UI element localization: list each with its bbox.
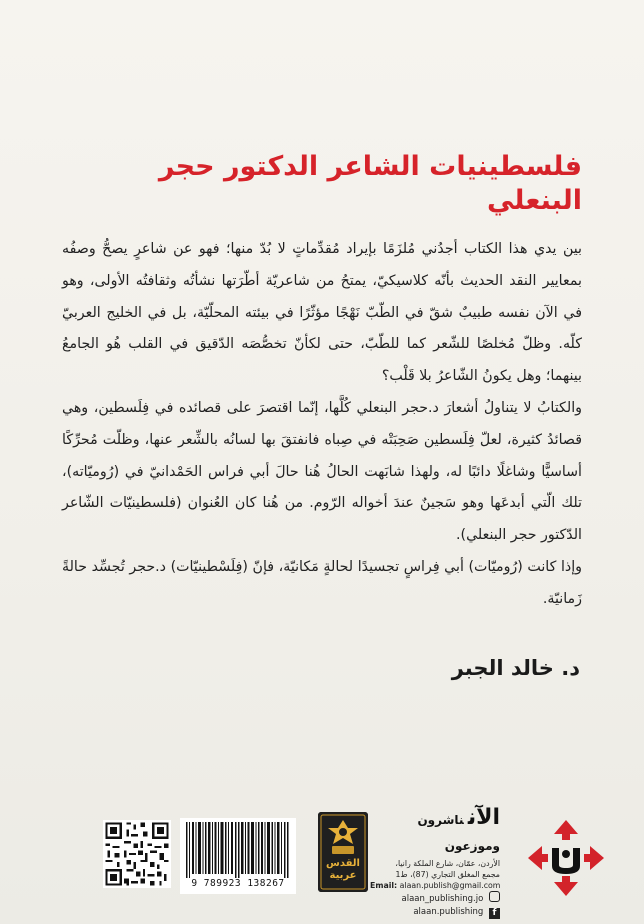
publisher-brand <box>370 806 500 858</box>
blurb-paragraph-3: وإذا كانت (رُوميّات) أبي فِراسٍ تجسيدًا لحالةٍ مَكانيّة، فإنّ (فِلَسْطينيّات) د.حجر تُجسِّد حالةً زَمانيّة. <box>62 558 582 607</box>
blurb-paragraph-1: بين يدي هذا الكتاب أجدُني مُلزَمًا بإيراد مُقدِّماتٍ لا بُدّ منها؛ فهو عن شاعرٍ يصحُّ وصفُه بمعايير النقد الحديث بأنّه كلاسيكيّ، يمتحُ من شاعريّة أطّرَتها نشأتُه وثقافتُه الأولى، وهو في الآن نفسه طبيبٌ شقّ في الطّبّ نَهْجًا مؤثّرًا في بيئته المحلّيّة، بل في الخليج العربيّ كلّه. وظلّ مُخلصًا للشّعر كما للطّبّ، حتى لكأنّ تخصُّصَه الدّقيق في القلب هُو الجامعُ بينهما؛ وهل يكونُ الشّاعرُ بلا قَلْب؟ <box>62 241 582 385</box>
publisher-email <box>370 880 500 891</box>
quds-arabia-label: القدس عربية <box>326 858 360 881</box>
publisher-name: الآن <box>467 805 500 830</box>
publisher-logo-icon <box>526 818 606 898</box>
email-label: Email: <box>370 881 398 890</box>
author-signature: د. خالد الجبر <box>451 656 580 680</box>
publisher-instagram <box>370 891 500 906</box>
blurb <box>62 234 582 616</box>
book-title: فلسطينيات الشاعر الدكتور حجر البنعلي <box>158 151 582 216</box>
qr-code-icon <box>103 820 171 888</box>
isbn-number: 9 789923 138267 <box>180 878 296 889</box>
facebook-icon: f <box>489 908 500 919</box>
publisher-address-line-1: الأردن، عمّان، شارع الملكة رانيا، <box>395 859 500 868</box>
blurb-paragraph-2: والكتابُ لا يتناولُ أشعارَ د.حجر البنعلي كُلَّها، إنّما اقتصرَ على قصائده في فِلَسطين، وهي قصائدُ كثيرة، لعلّ فِلَسطين صَحِبَتْه في صِباه فانفتقَ بها لسانُه بالشِّعر عنها، وظلّت مُحرِّكًا أساسيًّا وشاغلًا دائبًا له، ولهذا شابَهت الحالُ هُنا حالَ أبي فراس الحَمْدانيّ في (رُوميّاته)، تلك الّتي أبدعَها وهو سَجينٌ عندَ أخواله الرّوم. من هُنا كان العُنوان (فلسطينيّات الشّاعر الدّكتور حجر البنعلي). <box>62 399 582 544</box>
instagram-icon <box>489 891 500 902</box>
publisher-info <box>370 806 500 919</box>
publisher-address-line-2: مجمع المغلق التجاري (87)، ط1 <box>395 870 500 879</box>
email-value: alaan.publish@gmail.com <box>399 881 501 890</box>
instagram-handle: alaan_publishing.jo <box>401 894 484 904</box>
publisher-facebook <box>370 906 500 919</box>
facebook-handle: alaan.publishing <box>413 907 484 917</box>
publisher-tagline: ناشرون وموزعون <box>417 813 500 853</box>
